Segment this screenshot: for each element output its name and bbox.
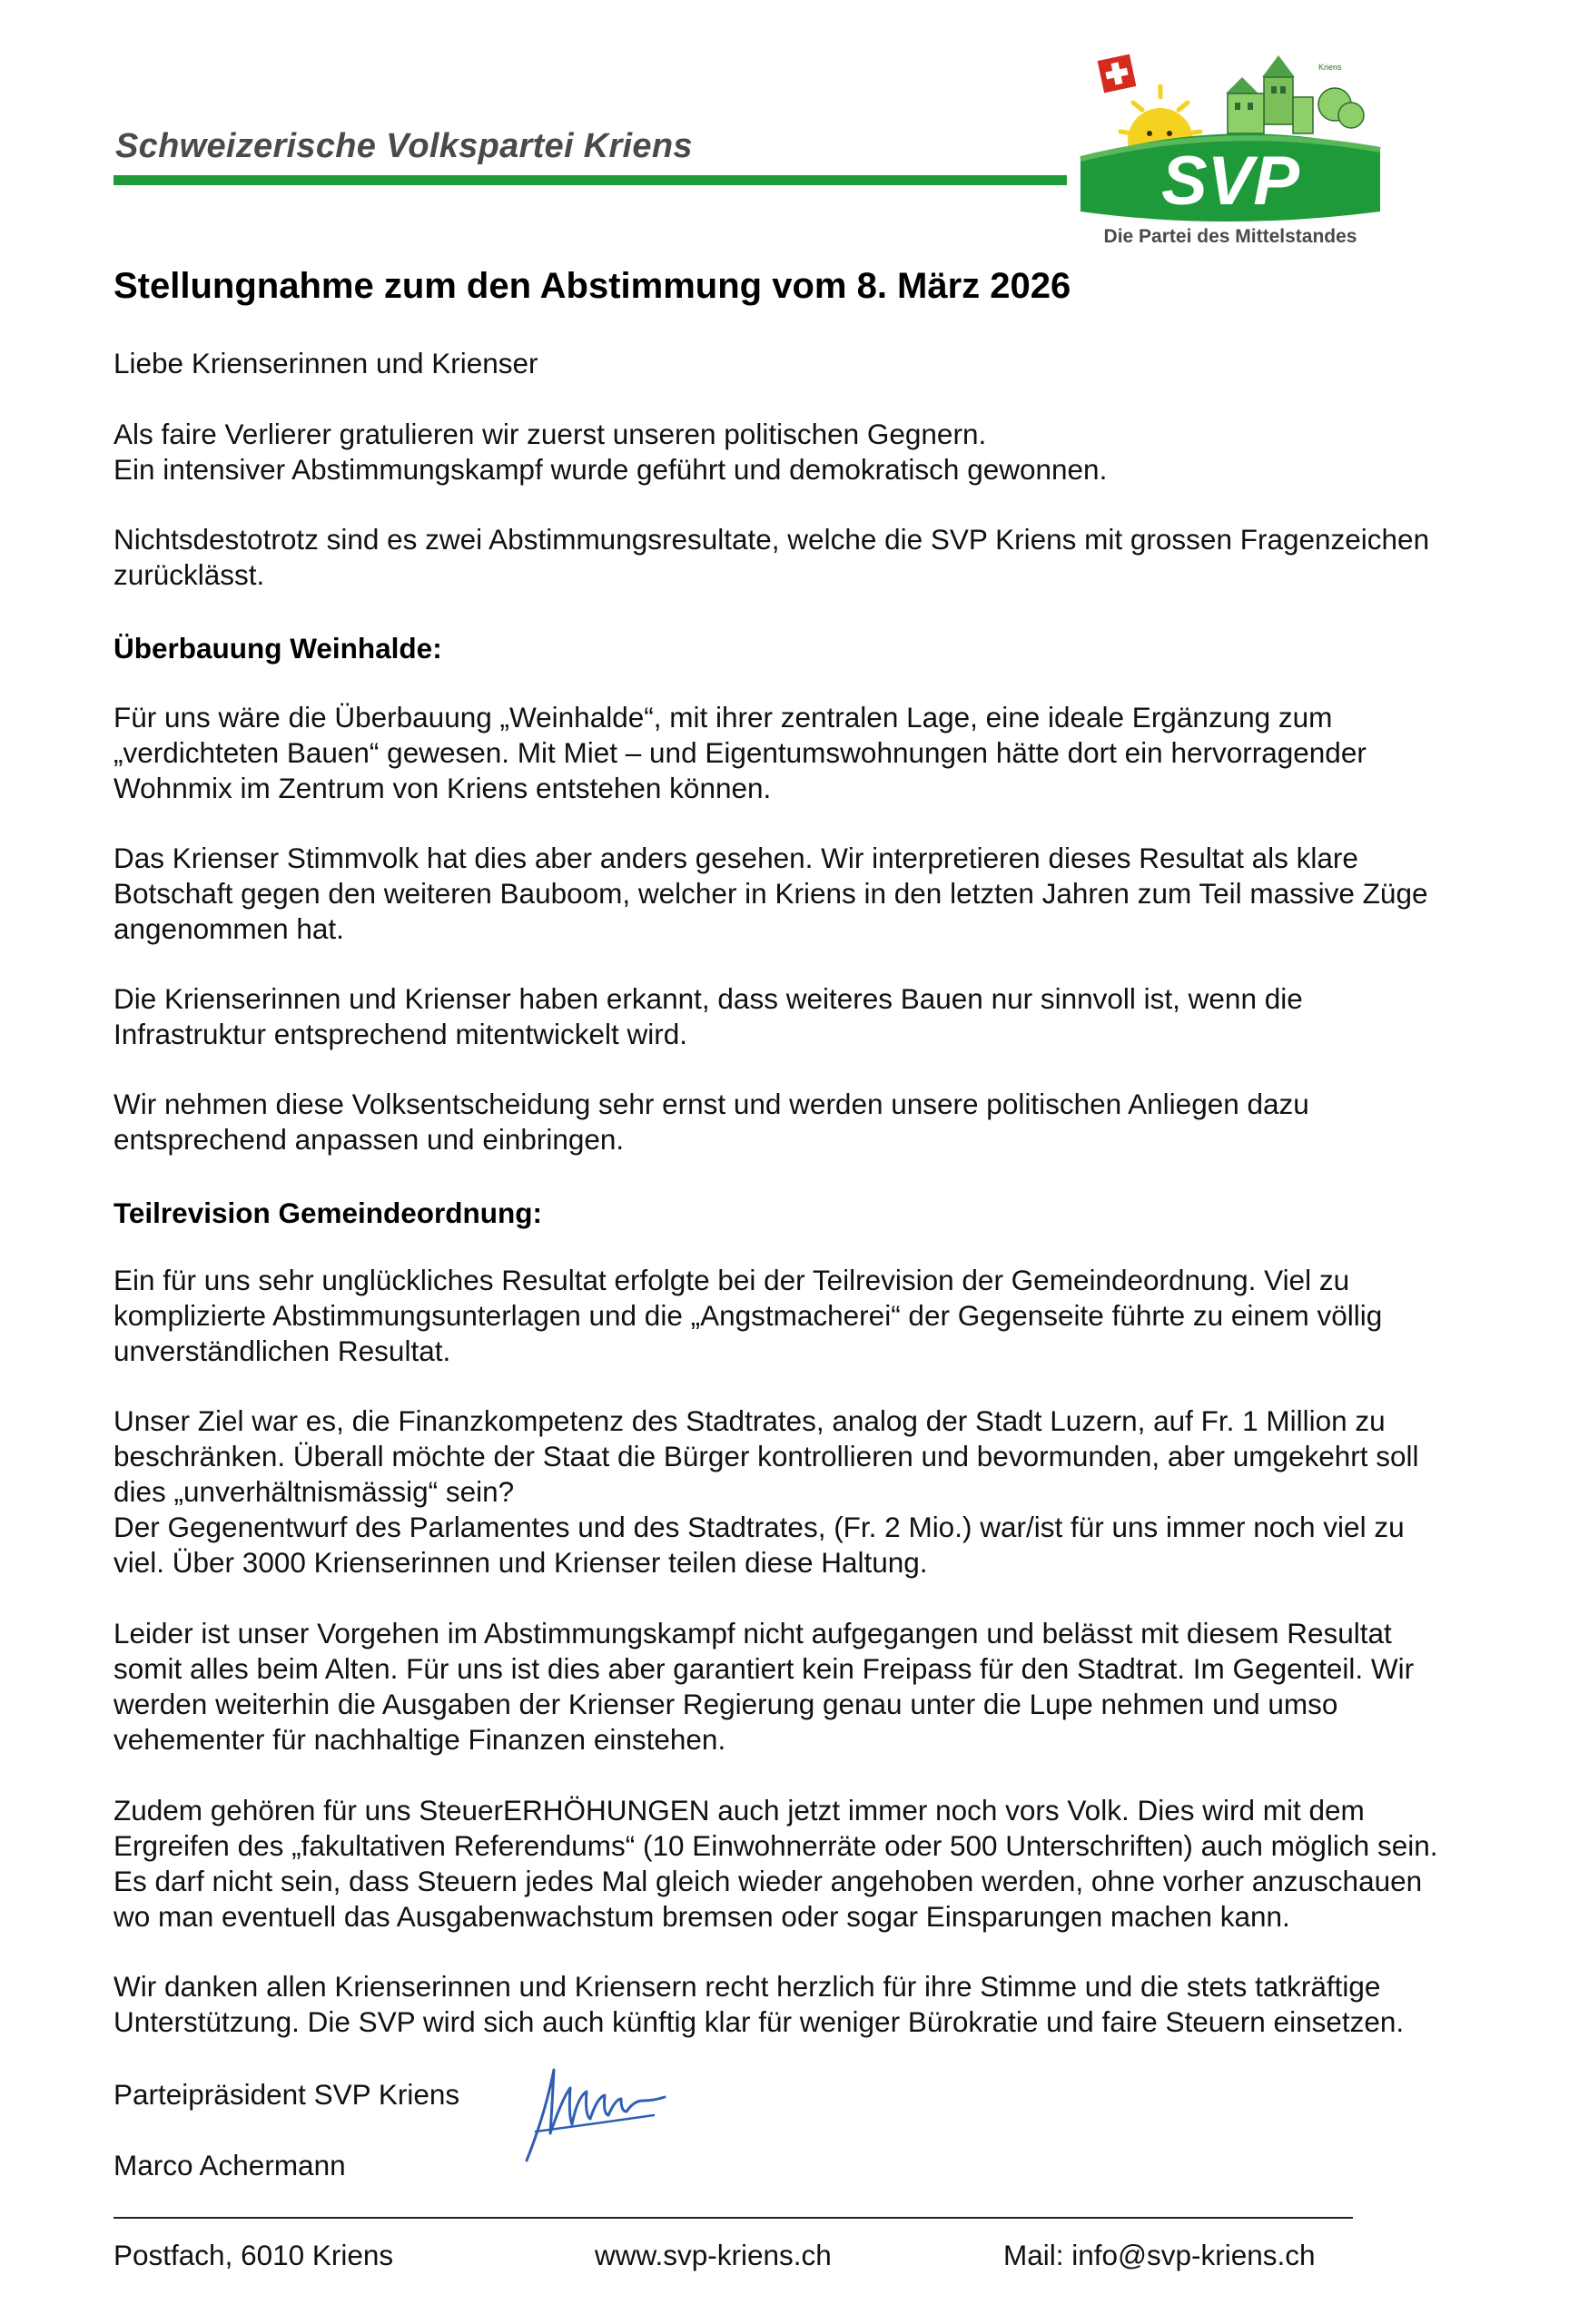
- party-name: Schweizerische Volkspartei Kriens: [115, 127, 693, 165]
- paragraph: [113, 841, 1494, 947]
- castle-icon: [1226, 55, 1364, 133]
- text-line: Ein intensiver Abstimmungskampf wurde geführt und demokratisch gewonnen.: [113, 453, 1108, 486]
- text-line: Es darf nicht sein, dass Steuern jedes Mal gleich wieder angehoben werden, ohne vorher anzuschauen: [113, 1865, 1423, 1897]
- text-line: Die Krienserinnen und Krienser haben erkannt, dass weiteres Bauen nur sinnvoll ist, wenn die: [113, 982, 1303, 1015]
- text-line: Leider ist unser Vorgehen im Abstimmungskampf nicht aufgegangen und belässt mit diesem Resultat: [113, 1617, 1392, 1649]
- paragraph: [113, 1263, 1494, 1369]
- text-line: Der Gegenentwurf des Parlamentes und des Stadtrates, (Fr. 2 Mio.) war/ist für uns immer noch viel zu: [113, 1511, 1405, 1543]
- section-heading-gemeindeordnung: Teilrevision Gemeindeordnung:: [113, 1196, 542, 1229]
- handwritten-signature: [518, 2061, 676, 2170]
- text-line: werden weiterhin die Ausgaben der Krienser Regierung genau unter die Lupe nehmen und umso: [113, 1688, 1338, 1720]
- text-line: Zudem gehören für uns SteuerERHÖHUNGEN auch jetzt immer noch vors Volk. Dies wird mit dem: [113, 1794, 1365, 1827]
- text-line: Das Krienser Stimmvolk hat dies aber anders gesehen. Wir interpretieren dieses Resultat als klare: [113, 842, 1358, 874]
- text-line: Als faire Verlierer gratulieren wir zuerst unseren politischen Gegnern.: [113, 418, 987, 450]
- text-line: Ein für uns sehr unglückliches Resultat erfolgte bei der Teilrevision der Gemeindeordnung. Viel zu: [113, 1264, 1350, 1296]
- text-line: „verdichteten Bauen“ gewesen. Mit Miet – und Eigentumswohnungen hätte dort ein hervorragender: [113, 736, 1367, 769]
- footer-website-link[interactable]: www.svp-kriens.ch: [595, 2239, 832, 2271]
- intro-paragraph: [113, 417, 1494, 487]
- text-line: Nichtsdestotrotz sind es zwei Abstimmungsresultate, welche die SVP Kriens mit grossen Fragenzeichen: [113, 523, 1430, 556]
- text-line: viel. Über 3000 Krienserinnen und Krienser teilen diese Haltung.: [113, 1546, 928, 1579]
- footer-address: Postfach, 6010 Kriens: [113, 2239, 394, 2271]
- text-line: entsprechend anpassen und einbringen.: [113, 1123, 625, 1156]
- section-heading-weinhalde: Überbauung Weinhalde:: [113, 632, 442, 665]
- text-line: Botschaft gegen den weiteren Bauboom, welcher in Kriens in den letzten Jahren zum Teil massive Züge: [113, 877, 1428, 910]
- text-line: Wir danken allen Krienserinnen und Kriensern recht herzlich für ihre Stimme und die stets tatkräftige: [113, 1970, 1381, 2003]
- text-line: komplizierte Abstimmungsunterlagen und die „Angstmacherei“ der Gegenseite führte zu einem völlig: [113, 1299, 1383, 1332]
- text-line: Unser Ziel war es, die Finanzkompetenz des Stadtrates, analog der Stadt Luzern, auf Fr. 1 Million zu: [113, 1404, 1386, 1437]
- header-green-bar: [113, 175, 1067, 185]
- closing-paragraph: [113, 1969, 1494, 2040]
- logo-svp-text: SVP: [1160, 143, 1300, 220]
- text-line: Unterstützung. Die SVP wird sich auch künftig klar für weniger Bürokratie und faire Steuern einsetzen.: [113, 2005, 1405, 2038]
- svp-logo: [1062, 50, 1389, 259]
- text-line: Für uns wäre die Überbauung „Weinhalde“, mit ihrer zentralen Lage, eine ideale Ergänzung zum: [113, 701, 1333, 734]
- nevertheless-paragraph: [113, 522, 1494, 593]
- text-line: zurücklässt.: [113, 558, 265, 591]
- paragraph: [113, 700, 1494, 806]
- greeting: Liebe Krienserinnen und Krienser: [113, 347, 538, 379]
- text-line: angenommen hat.: [113, 912, 344, 945]
- text-line: Wohnmix im Zentrum von Kriens entstehen können.: [113, 772, 772, 804]
- text-line: vehementer für nachhaltige Finanzen einstehen.: [113, 1723, 726, 1756]
- swiss-flag-icon: [1098, 54, 1137, 94]
- paragraph: [113, 981, 1494, 1052]
- paragraph: [113, 1403, 1494, 1581]
- paragraph: [113, 1616, 1494, 1758]
- logo-tagline: Die Partei des Mittelstandes: [1103, 226, 1357, 247]
- text-line: wo man eventuell das Ausgabenwachstum bremsen oder sogar Einsparungen machen kann.: [113, 1900, 1290, 1933]
- paragraph: [113, 1087, 1494, 1157]
- signature-name: Marco Achermann: [113, 2149, 346, 2181]
- text-line: beschränken. Überall möchte der Staat die Bürger kontrollieren und bevormunden, aber umgekehrt soll: [113, 1440, 1419, 1472]
- text-line: Infrastruktur entsprechend mitentwickelt wird.: [113, 1018, 687, 1050]
- footer-divider: [113, 2217, 1353, 2219]
- paragraph: [113, 1793, 1494, 1935]
- text-line: dies „unverhältnismässig“ sein?: [113, 1475, 515, 1508]
- text-line: Ergreifen des „fakultativen Referendums“ (10 Einwohnerräte oder 500 Unterschriften) auch möglich sein.: [113, 1829, 1438, 1862]
- text-line: somit alles beim Alten. Für uns ist dies aber garantiert kein Freipass für den Stadtrat. Im Gegenteil. Wir: [113, 1652, 1415, 1685]
- page-title: Stellungnahme zum den Abstimmung vom 8. März 2026: [113, 266, 1071, 306]
- footer-mail-link[interactable]: Mail: info@svp-kriens.ch: [1003, 2239, 1316, 2271]
- signature-role: Parteipräsident SVP Kriens: [113, 2078, 460, 2111]
- logo-small-label: Kriens: [1318, 63, 1342, 72]
- text-line: unverständlichen Resultat.: [113, 1334, 451, 1367]
- text-line: Wir nehmen diese Volksentscheidung sehr ernst und werden unsere politischen Anliegen dazu: [113, 1088, 1309, 1120]
